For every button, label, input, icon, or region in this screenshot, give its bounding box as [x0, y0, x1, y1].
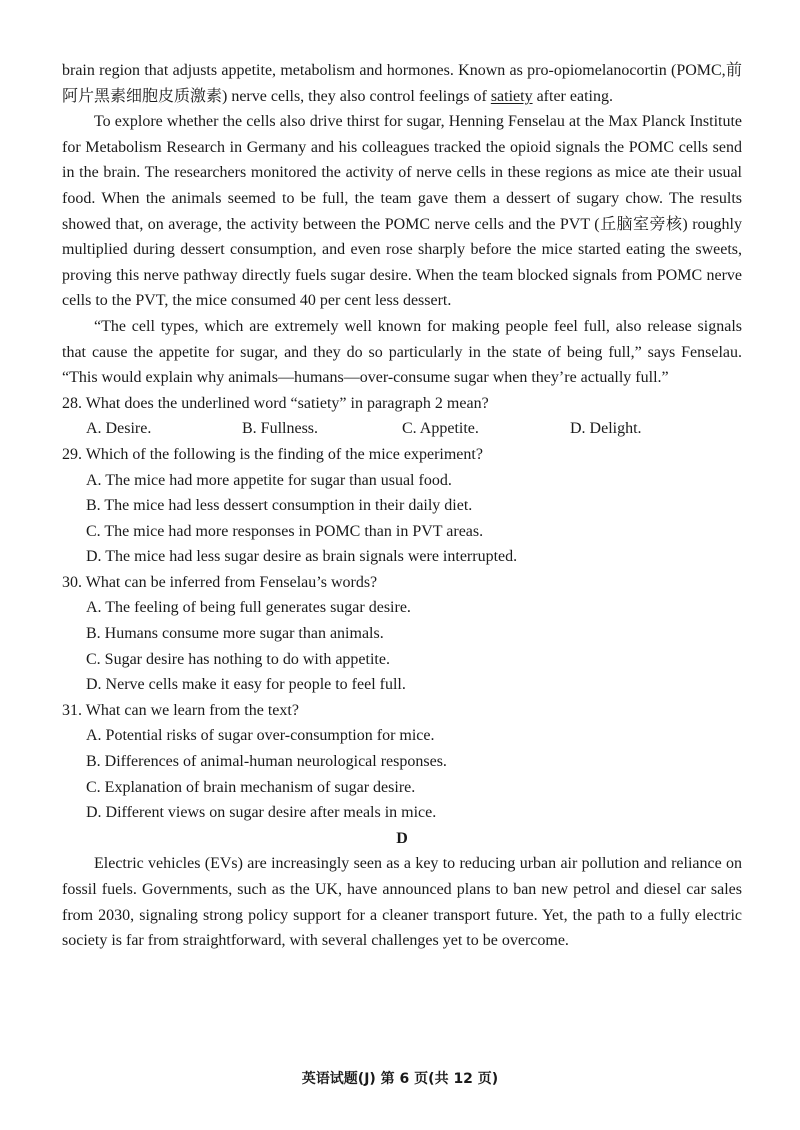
question-29-option-a: A. The mice had more appetite for sugar than usual food. [86, 471, 452, 489]
passage-d-paragraph-1: Electric vehicles (EVs) are increasingly seen as a key to reducing urban air pollution and reliance on fossil fuels. Governments, such as the UK, have announced plans to ban new petrol and diesel car sales from 2030, signaling strong policy support for a cleaner transport future. Yet, the path to a fully electric society is far from straightforward, with several challenges yet to be overcome. [62, 855, 742, 950]
passage-c-paragraph-1 [62, 58, 742, 109]
passage-c-paragraph-3: “The cell types, which are extremely well known for making people feel full, also release signals that cause the appetite for sugar, and they do so particularly in the state of being full,” says Fenselau. “This would explain why animals—humans—over-consume sugar when they’re actually full.” [62, 317, 742, 387]
question-29-option-c: C. The mice had more responses in POMC than in PVT areas. [86, 522, 484, 540]
question-31-option-b: B. Differences of animal-human neurological responses. [86, 753, 447, 771]
question-31-option-c: C. Explanation of brain mechanism of sugar desire. [86, 778, 416, 796]
question-28-option-c: C. Appetite. [402, 420, 479, 438]
question-28-stem: 28. What does the underlined word “satiety” in paragraph 2 mean? [62, 394, 489, 412]
question-29-option-d: D. The mice had less sugar desire as brain signals were interrupted. [86, 548, 518, 566]
question-28-options [62, 416, 742, 442]
question-29-stem: 29. Which of the following is the finding of the mice experiment? [62, 445, 483, 463]
passage-c-paragraph-2: To explore whether the cells also drive thirst for sugar, Henning Fenselau at the Max Planck Institute for Metabolism Research in Germany and his colleagues tracked the opioid signals the POMC cells send in the brain. The researchers monitored the activity of nerve cells in these regions as mice ate their usual food. When the animals seemed to be full, the team gave them a dessert of sugary chow. The results showed that, on average, the activity between the POMC nerve cells and the PVT (丘脑室旁核) roughly multiplied during dessert consumption, and even rose sharply before the mice started eating the sweets, proving this nerve pathway directly fuels sugar desire. When the team blocked signals from POMC nerve cells to the PVT, the mice consumed 40 per cent less dessert. [62, 113, 742, 310]
question-29-option-b: B. The mice had less dessert consumption in their daily diet. [86, 497, 473, 515]
p1-text-end: after eating. [532, 87, 613, 105]
question-30-stem: 30. What can be inferred from Fenselau’s words? [62, 573, 378, 591]
question-31-option-a: A. Potential risks of sugar over-consumption for mice. [86, 727, 435, 745]
question-31-stem: 31. What can we learn from the text? [62, 701, 299, 719]
question-30-option-d: D. Nerve cells make it easy for people to feel full. [86, 676, 406, 694]
p1-text-start: brain region that adjusts appetite, metabolism and hormones. Known as pro-opiomelanocortin (POMC,前阿片黑素细胞皮质激素) nerve cells, they also control feelings of [62, 62, 742, 105]
section-heading-d: D [396, 829, 408, 847]
question-28-option-b: B. Fullness. [242, 420, 319, 438]
exam-page [62, 58, 742, 954]
page-footer: 英语试题(J) 第 6 页(共 12 页) [301, 1071, 499, 1087]
question-28-option-d: D. Delight. [570, 420, 642, 438]
question-31-option-d: D. Different views on sugar desire after meals in mice. [86, 804, 437, 822]
underlined-word-satiety: satiety [490, 87, 533, 105]
question-28-option-a: A. Desire. [86, 420, 152, 438]
question-30-option-c: C. Sugar desire has nothing to do with appetite. [86, 650, 390, 668]
question-30-option-b: B. Humans consume more sugar than animals. [86, 625, 384, 643]
question-30-option-a: A. The feeling of being full generates sugar desire. [86, 599, 411, 617]
